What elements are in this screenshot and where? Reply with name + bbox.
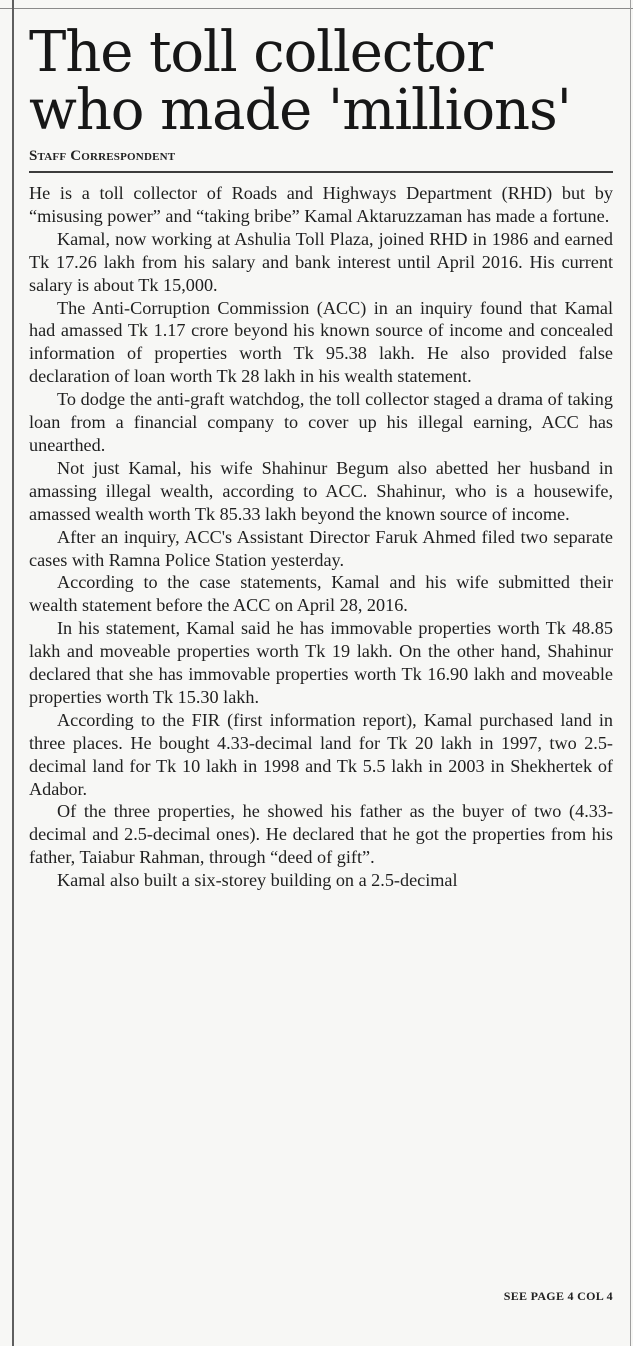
article-paragraph: Not just Kamal, his wife Shahinur Begum also abetted her husband in amassing illegal wealth, according to ACC. Shahinur, who is a housewife, amassed wealth worth Tk 85.33 lakh beyond the known source of income.: [29, 457, 613, 524]
continuation-reference: SEE PAGE 4 COL 4: [503, 1289, 613, 1303]
article-paragraph: Kamal also built a six-storey building on a 2.5-decimal: [57, 870, 458, 891]
article-paragraph: According to the FIR (first information report), Kamal purchased land in three places. He bought 4.33-decimal land for Tk 20 lakh in 1997, two 2.5-decimal land for Tk 10 lakh in 1998 and Tk 5.5 lakh in 2003 in Shekhertek of Adabor.: [29, 709, 613, 799]
article-paragraph: After an inquiry, ACC's Assistant Director Faruk Ahmed filed two separate cases with Ramna Police Station yesterday.: [29, 526, 613, 570]
clipping-top-edge: [0, 0, 633, 9]
article-paragraph: To dodge the anti-graft watchdog, the toll collector staged a drama of taking loan from a financial company to cover up his illegal earning, ACC has unearthed.: [29, 389, 613, 455]
article-paragraph: Of the three properties, he showed his father as the buyer of two (4.33-decimal and 2.5-decimal ones). He declared that he got the properties from his father, Taiabur Rahman, through “deed of gift”.: [29, 801, 613, 868]
column-rule-right: [630, 0, 631, 1346]
column-rule-left: [12, 0, 14, 1346]
article-paragraph: He is a toll collector of Roads and Highways Department (RHD) but by “misusing power” and “taking bribe” Kamal Aktaruzzaman has made a fortune.: [29, 183, 613, 226]
article-headline: The toll collector who made 'millions': [29, 20, 571, 143]
article-body: [29, 182, 613, 892]
article-paragraph: According to the case statements, Kamal and his wife submitted their wealth statement before the ACC on April 28, 2016.: [29, 572, 613, 616]
news-article: [29, 20, 613, 1324]
article-paragraph: Kamal, now working at Ashulia Toll Plaza, joined RHD in 1986 and earned Tk 17.26 lakh from his salary and bank interest until April 2016. His current salary is about Tk 15,000.: [29, 228, 613, 295]
article-paragraph: The Anti-Corruption Commission (ACC) in an inquiry found that Kamal had amassed Tk 1.17 crore beyond his known source of income and concealed information of properties worth Tk 95.38 lakh. He also provided false declaration of loan worth Tk 28 lakh in his wealth statement.: [29, 297, 613, 387]
article-paragraph: In his statement, Kamal said he has immovable properties worth Tk 48.85 lakh and moveable properties worth Tk 19 lakh. On the other hand, Shahinur declared that she has immovable properties worth Tk 16.90 lakh and moveable properties worth Tk 15.30 lakh.: [29, 618, 613, 707]
article-byline: Staff Correspondent: [29, 148, 613, 173]
